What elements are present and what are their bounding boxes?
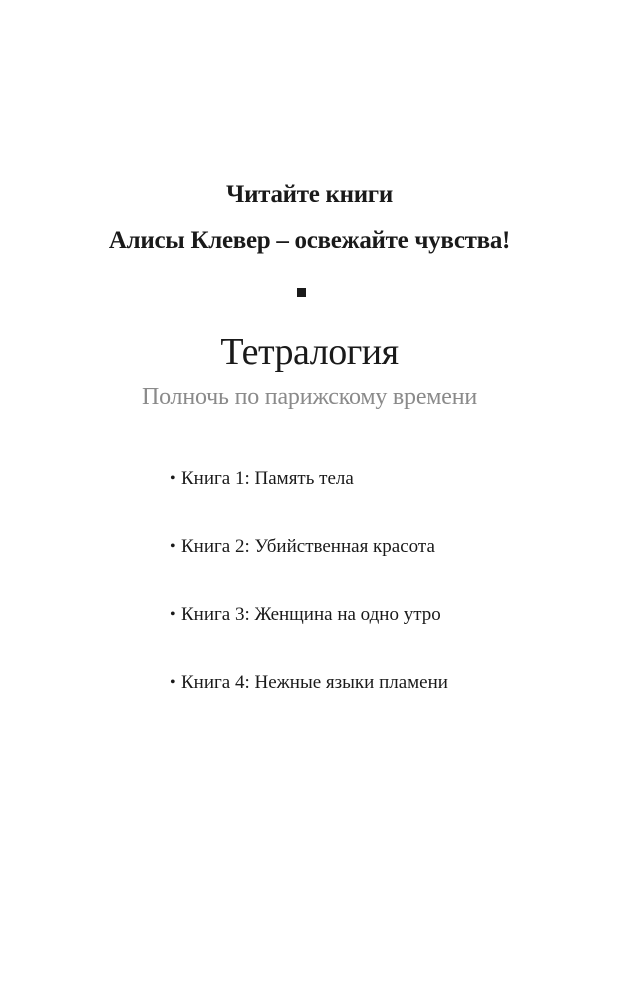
book-label: Книга 1: Память тела xyxy=(181,468,354,489)
bullet-icon: • xyxy=(170,538,176,555)
book-label: Книга 3: Женщина на одно утро xyxy=(181,604,441,625)
black-square-icon xyxy=(297,288,306,297)
list-item xyxy=(170,462,448,496)
bullet-icon: • xyxy=(170,606,176,623)
bullet-icon: • xyxy=(170,470,176,487)
list-item xyxy=(170,666,448,700)
book-list xyxy=(170,462,448,700)
list-item xyxy=(170,530,448,564)
book-label: Книга 2: Убийственная красота xyxy=(181,536,435,557)
heading-line-1: Читайте книги xyxy=(226,181,393,208)
heading-line-2: Алисы Клевер – освежайте чувства! xyxy=(108,227,511,254)
book-label: Книга 4: Нежные языки пламени xyxy=(181,672,448,693)
bullet-icon: • xyxy=(170,674,176,691)
series-subtitle: Полночь по парижскому времени xyxy=(141,384,478,410)
list-item xyxy=(170,598,448,632)
series-title: Тетралогия xyxy=(220,331,399,373)
